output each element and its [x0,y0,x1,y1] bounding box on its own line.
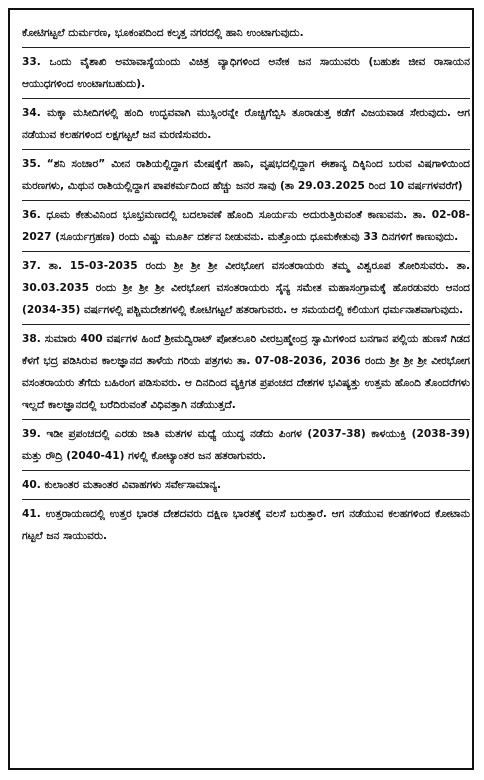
paragraph-text: ಕುಲಾಂತರ ಮತಾಂತರ ವಿವಾಹಗಳು ಸರ್ವೇಸಾಮಾನ್ಯ. [44,479,222,491]
divider [22,470,470,471]
divider [22,251,470,252]
paragraph-number: 36. [22,209,41,221]
paragraph-34 [22,102,470,146]
paragraph-number: 37. [22,260,41,272]
paragraph-38 [22,328,470,416]
paragraph-33 [22,51,470,95]
paragraph-35 [22,153,470,197]
paragraph-continuation [22,22,470,44]
divider [22,419,470,420]
paragraph-number: 38. [22,333,41,345]
paragraph-text: ಮಕ್ಕಾ ಮಸೀದಿಗಳಲ್ಲಿ ಹಂದಿ ಉದ್ಭವವಾಗಿ ಮುಸ್ಲಿಂರನ್ನೇ ರೊಚ್ಚಿಗೆಬ್ಬಿಸಿ ತೂರಾಡುತ್ತ ಕಡೆಗೆ ವಿಜಯವಾಡ ಸೇರುವುದು. ಆಗ ನಡೆಯುವ ಕಲಹಗಳಿಂದ ಲಕ್ಷಗಟ್ಟಲೆ ಜನ ಮರಣಿಸುವರು. [22,107,470,141]
divider [22,499,470,500]
divider [22,98,470,99]
paragraph-number: 34. [22,107,41,119]
paragraph-number: 41. [22,508,41,520]
prophecy-list [22,22,470,547]
page-frame [8,8,474,770]
divider [22,200,470,201]
paragraph-40 [22,474,470,496]
paragraph-number: 40. [22,479,41,491]
paragraph-39 [22,423,470,467]
paragraph-text: ಒಂದು ವೈಶಾಖಿ ಅಮಾವಾಸ್ಯೆಯಂದು ವಿಚಿತ್ರ ವ್ಯಾಧಿಗಳಿಂದ ಅನೇಕ ಜನ ಸಾಯುವರು (ಬಹುಶಃ ಜೀವ ರಾಸಾಯನ ಆಯುಧಗಳಿಂದ ಉಂಟಾಗಬಹುದು). [22,56,470,90]
paragraph-37 [22,255,470,321]
divider [22,149,470,150]
paragraph-36 [22,204,470,248]
paragraph-text: ಧೂಮ ಕೇತುವಿನಿಂದ ಭೂಭ್ರಮಣದಲ್ಲಿ ಬದಲಾವಣೆ ಹೊಂದಿ ಸೂರ್ಯನು ಅದುರುತ್ತಿರುವಂತೆ ಕಾಣುವನು. ತಾ. 02-08-2027 (ಸೂರ್ಯಗ್ರಹಣ) ರಂದು ವಿಷ್ಣು ಮೂರ್ತಿ ದರ್ಶನ ನೀಡುವನು. ಮತ್ತೊಂದು ಧೂಮಕೇತುವು 33 ದಿನಗಳಿಗೆ ಕಾಣುವುದು. [22,209,470,243]
paragraph-text: ಇಡೀ ಪ್ರಪಂಚದಲ್ಲಿ ಎರಡು ಜಾತಿ ಮತಗಳ ಮಧ್ಯೆ ಯುದ್ಧ ನಡೆದು ಪಿಂಗಳ (2037-38) ಕಾಳಯುಕ್ತಿ (2038-39) ಮತ್ತು ರೌದ್ರಿ (2040-41) ಗಳಲ್ಲಿ ಕೋಟ್ಯಾಂತರ ಜನ ಹತರಾಗುವರು. [22,428,470,462]
paragraph-text: ತಾ. 15-03-2035 ರಂದು ಶ್ರೀ ಶ್ರೀ ಶ್ರೀ ವೀರಭೋಗ ವಸಂತರಾಯರು ತಮ್ಮ ವಿಶ್ವರೂಪ ತೋರಿಸುವರು. ತಾ. 30.03.2035 ರಂದು ಶ್ರೀ ಶ್ರೀ ಶ್ರೀ ವೀರಭೋಗ ವಸಂತರಾಯರು ಸೈನ್ಯ ಸಮೇತ ಮಹಾಸಂಗ್ರಾಮಕ್ಕೆ ಹೊರಡುವರು ಆನಂದ (2034-35) ವರ್ಷಗಳಲ್ಲಿ ಪಶ್ಚಿಮದೇಶಗಳಲ್ಲಿ ಕೋಟಿಗಟ್ಟಲೆ ಹತರಾಗುವರು. ಆ ಸಮಯದಲ್ಲಿ ಕಲಿಯುಗ ಧರ್ಮನಾಶವಾಗುವುದು. [22,260,470,316]
divider [22,47,470,48]
paragraph-number: 39. [22,428,41,440]
paragraph-number: 35. [22,158,41,170]
divider [22,324,470,325]
paragraph-number: 33. [22,56,41,68]
paragraph-text: ಕೋಟಿಗಟ್ಟಲೆ ದುರ್ಮರಣ, ಭೂಕಂಪದಿಂದ ಕಲ್ಕತ್ತ ನಗರದಲ್ಲಿ ಹಾನಿ ಉಂಟಾಗುವುದು. [22,27,304,39]
paragraph-text: ಉತ್ತರಾಯಣದಲ್ಲಿ ಉತ್ತರ ಭಾರತ ದೇಶದವರು ದಕ್ಷಿಣ ಭಾರತಕ್ಕೆ ವಲಸೆ ಬರುತ್ತಾರೆ. ಆಗ ನಡೆಯುವ ಕಲಹಗಳಿಂದ ಕೋಟಾನು ಗಟ್ಟಲೆ ಜನ ಸಾಯುವರು. [22,508,470,542]
paragraph-text: “ಶನಿ ಸಂಚಾರ” ಮೀನ ರಾಶಿಯಲ್ಲಿದ್ದಾಗ ಮೇಷಕ್ಕೆಗೆ ಹಾನಿ, ವೃಷಭದಲ್ಲಿದ್ದಾಗ ಈಶಾನ್ಯ ದಿಕ್ಕಿನಿಂದ ಬರುವ ವಿಷಗಾಳಿಯಿಂದ ಮರಣಗಳು, ಮಿಥುನ ರಾಶಿಯಲ್ಲಿದ್ದಾಗ ಪಾಪಕರ್ಮದಿಂದ ಹೆಚ್ಚು ಜನರ ಸಾವು (ತಾ 29.03.2025 ರಿಂದ 10 ವರ್ಷಗಳವರೆಗೆ) [22,158,470,192]
paragraph-text: ಸುಮಾರು 400 ವರ್ಷಗಳ ಹಿಂದೆ ಶ್ರೀಮದ್ವಿರಾಟ್ ಪೋತಲೂರಿ ವೀರಬ್ರಹ್ಮೇಂದ್ರ ಸ್ವಾಮಿಗಳಿಂದ ಬನಗಾನ ಪಲ್ಲಿಯ ಹುಣಸೆ ಗಿಡದ ಕೆಳಗೆ ಭದ್ರ ಪಡಿಸಿರುವ ಕಾಲಜ್ಞಾನದ ತಾಳೆಯ ಗರಿಯ ಪತ್ರಗಳು ತಾ. 07-08-2036, 2036 ರಂದು ಶ್ರೀ ಶ್ರೀ ಶ್ರೀ ವೀರಭೋಗ ವಸಂತರಾಯರು ತೆಗೆದು ಬಹಿರಂಗ ಪಡಿಸುವರು. ಆ ದಿನದಿಂದ ವ್ಯಕ್ತಿಗತ ಪ್ರಪಂಚದ ದೇಶಗಳ ಭವಿಷ್ಯತ್ತು ಉತ್ತಮ ಹೊಂದಿ ತೊಂದರೆಗಳು ಇಲ್ಲದೆ ಕಾಲಜ್ಞಾನದಲ್ಲಿ ಬರೆದಿರುವಂತೆ ವಿಧಿವತ್ತಾಗಿ ನಡೆಯುತ್ತದೆ. [22,333,470,411]
paragraph-41 [22,503,470,547]
